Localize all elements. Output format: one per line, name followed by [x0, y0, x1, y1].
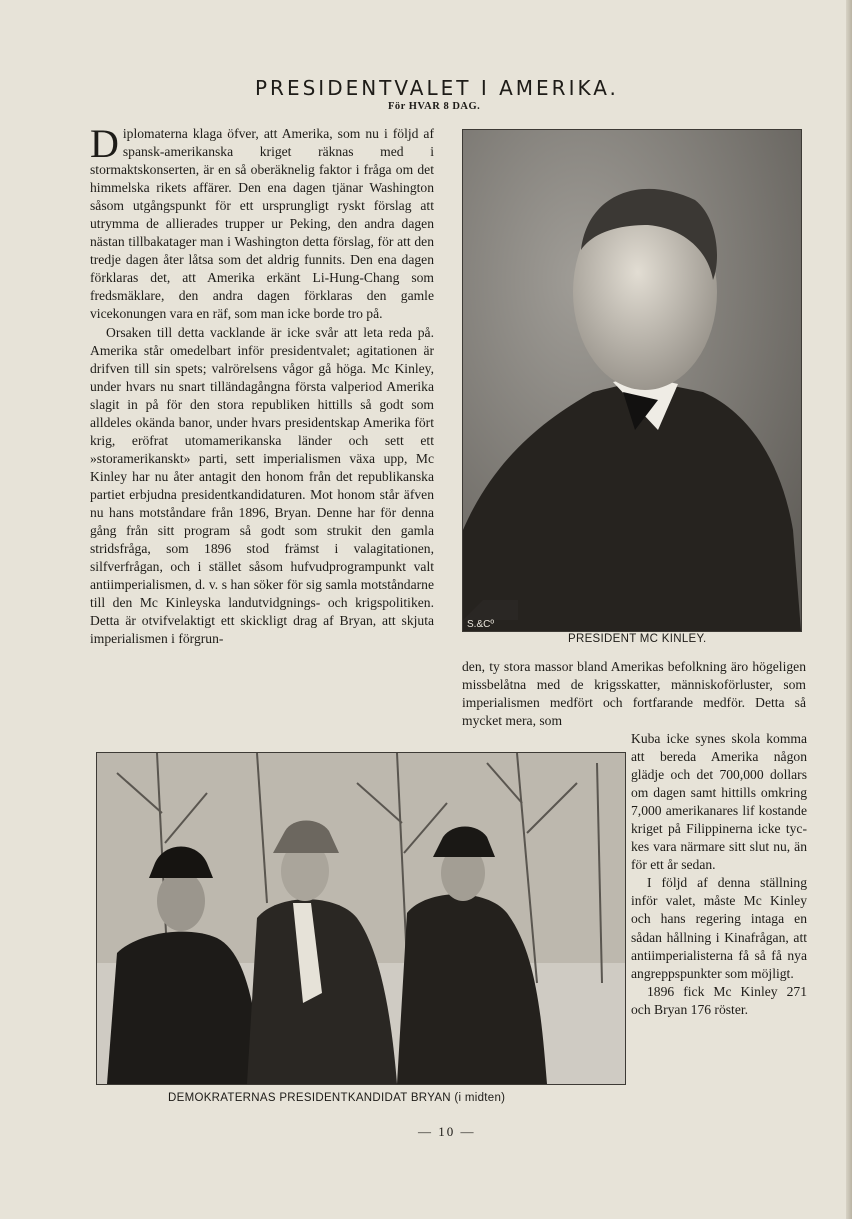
paragraph-2: Orsaken till detta vacklande är icke svår att leta reda på. Amerika står omedelbart inför presidentvalet; agitationen är drifven till sin spets; valrörelsens vågor gå höga. Mc Kinley, under hvars nu snart tilländagångna första valperiod Amerika slagit in på för den stora republiken hittills så godt som alldeles okända banor, under hvars presidentskap Amerika fört krig, eröfrat utomamerikanska länder och sett ett »storamerikanskt» parti, sett imperialismen växa upp, Mc Kinley har nu åter antagit den honom från det republikanska partiet erbjudna presidentkandidaturen. Mot honom står äfven nu hans motståndare från 1896, Bryan. Denne har för denna gång från sitt program så godt som strukit den gamla stridsfråga, som 1896 stod främst i valagitationen, silfverfrågan, och i stället såsom hufvudprogrampunkt valt antiimperialismen, d. v. s han söker för sig samla motståndarne till den Mc Kinleyska landutvidgnings- och krigspolitiken. Detta är otvifvelaktigt ett skickligt drag af Bryan, att skjuta imperialismen i förgrun-	[90, 324, 434, 647]
portrait-caption: PRESIDENT MC KINLEY.	[568, 633, 707, 645]
article-source: För HVAR 8 DAG.	[388, 101, 481, 112]
portrait-photo-mckinley	[462, 129, 802, 632]
narrow-text-column	[631, 730, 807, 1019]
page-number: — 10 —	[418, 1124, 476, 1139]
group-photo-bryan	[96, 752, 626, 1085]
portrait-stamp: S.&Cº	[467, 619, 494, 630]
drop-cap: D	[90, 121, 119, 166]
page-spine-edge	[846, 0, 852, 1219]
left-text-column	[90, 121, 434, 648]
paragraph-6: 1896 fick Mc Kinley 271 och Bryan 176 röster.	[631, 983, 807, 1017]
paragraph-3: den, ty stora massor bland Amerikas befolkning äro högeligen missbelåtna med de krigsskatter, människoförluster, som imperialismen medfört och fortfarande medför. Detta så mycket mera, som	[462, 659, 806, 729]
right-text-column	[462, 658, 806, 730]
paragraph-1-text: iplomaterna klaga öfver, att Amerika, som nu i följd af spansk-amerikanska kriget räknas med i stormaktskonserten, är en så oberäknelig faktor i fråga om det himmelska rikets affärer. Den ena dagen tjänar Washington såsom utgångspunkt för ett ursprungligt ryskt förslag att utrymma de allierades trupper ur Peking, den andra dagen nästan tillbakatager man i Washington detta förslag, för att den tredje dagen åter låtsa som det aldrig funnits. Den ena dagen förklaras det, att Amerika erkänt Li-Hung-Chang som fredsmäklare, den andra dagen förklaras den gamle vicekonungen vara en räf, som man icke borde tro på.	[90, 126, 434, 322]
paragraph-4: Kuba icke synes skola komma att bereda Amerika någon glädje och det 700,000 dollars om dagen samt hittills omkring 7,000 amerikanares lif kostande kriget på Filippinerna icke tyckes vara närmare sitt slut nu, än för ett år sedan.	[631, 731, 807, 873]
group-photo-caption: DEMOKRATERNAS PRESIDENTKANDIDAT BRYAN (i midten)	[168, 1092, 506, 1104]
article-title: PRESIDENTVALET I AMERIKA.	[255, 76, 619, 100]
portrait-illustration	[463, 130, 801, 631]
paragraph-1	[90, 121, 434, 324]
paragraph-5: I följd af denna ställning inför valet, måste Mc Kinley och hans regering intaga en sådan hållning i Kinafrågan, att antiimperialisterna få så få nya angreppspunkter som möjligt.	[631, 875, 807, 981]
group-photo-illustration	[97, 753, 625, 1084]
